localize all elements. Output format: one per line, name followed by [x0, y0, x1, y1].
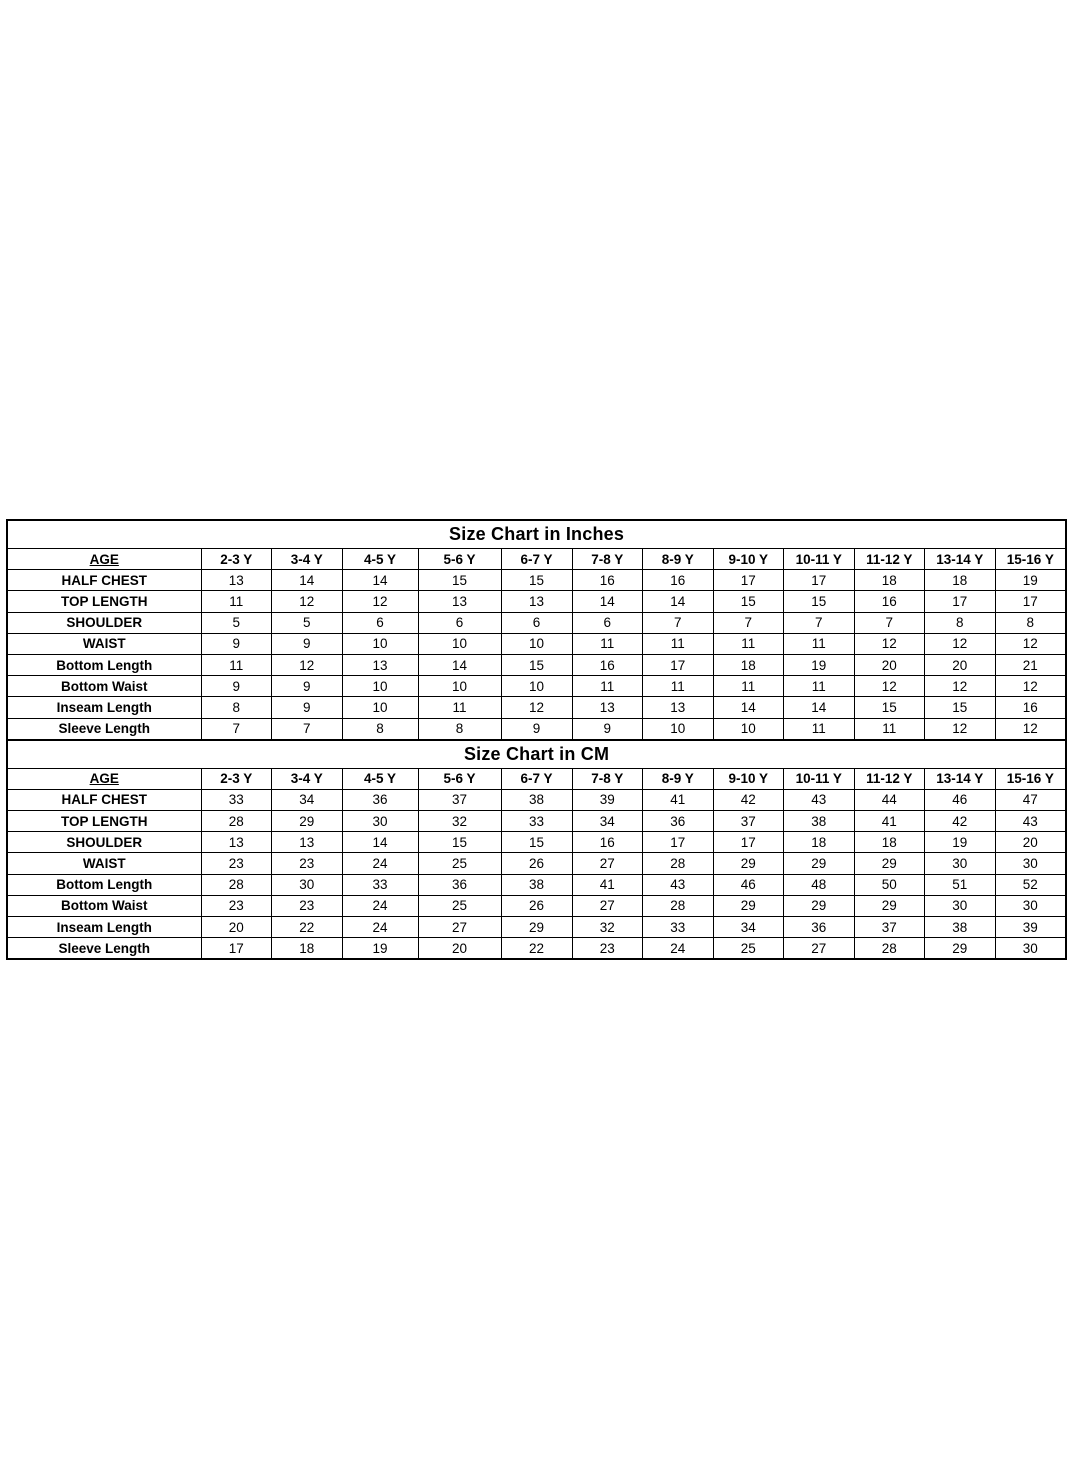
measurement-value: 17 — [925, 591, 996, 612]
measurement-value: 17 — [713, 832, 784, 853]
measurement-value: 13 — [201, 570, 272, 591]
table-row — [7, 633, 1066, 654]
measurement-value: 6 — [342, 612, 418, 633]
measurement-value: 33 — [501, 811, 572, 832]
measurement-value: 12 — [925, 718, 996, 740]
measurement-label: Bottom Length — [7, 654, 201, 675]
measurement-value: 30 — [925, 895, 996, 916]
measurement-value: 12 — [995, 676, 1066, 697]
age-column-header: 6-7 Y — [501, 768, 572, 789]
measurement-value: 52 — [995, 874, 1066, 895]
measurement-value: 30 — [995, 895, 1066, 916]
measurement-value: 18 — [925, 570, 996, 591]
measurement-value: 27 — [784, 938, 855, 960]
measurement-value: 11 — [201, 654, 272, 675]
measurement-value: 12 — [925, 633, 996, 654]
measurement-value: 32 — [572, 917, 643, 938]
measurement-value: 37 — [854, 917, 925, 938]
age-column-header: 8-9 Y — [643, 549, 714, 570]
measurement-value: 38 — [501, 874, 572, 895]
measurement-value: 7 — [201, 718, 272, 740]
measurement-value: 11 — [713, 633, 784, 654]
measurement-value: 11 — [854, 718, 925, 740]
size-chart-cm-header-row — [7, 768, 1066, 789]
measurement-value: 14 — [643, 591, 714, 612]
age-column-header: 5-6 Y — [418, 768, 501, 789]
measurement-label: TOP LENGTH — [7, 591, 201, 612]
measurement-value: 24 — [643, 938, 714, 960]
measurement-value: 34 — [713, 917, 784, 938]
measurement-value: 9 — [201, 633, 272, 654]
measurement-value: 46 — [925, 789, 996, 810]
age-column-header: 10-11 Y — [784, 549, 855, 570]
measurement-value: 27 — [572, 895, 643, 916]
measurement-value: 18 — [784, 832, 855, 853]
measurement-value: 25 — [418, 853, 501, 874]
measurement-value: 11 — [418, 697, 501, 718]
table-row — [7, 917, 1066, 938]
age-column-header: 7-8 Y — [572, 768, 643, 789]
measurement-value: 20 — [854, 654, 925, 675]
measurement-value: 36 — [643, 811, 714, 832]
age-column-header: 3-4 Y — [272, 768, 343, 789]
measurement-value: 18 — [854, 570, 925, 591]
measurement-value: 10 — [342, 633, 418, 654]
age-column-header: 10-11 Y — [784, 768, 855, 789]
measurement-value: 15 — [418, 570, 501, 591]
measurement-value: 34 — [272, 789, 343, 810]
measurement-value: 25 — [713, 938, 784, 960]
measurement-value: 41 — [854, 811, 925, 832]
age-header-cell — [7, 549, 201, 570]
measurement-value: 33 — [342, 874, 418, 895]
age-column-header: 15-16 Y — [995, 768, 1066, 789]
measurement-value: 8 — [925, 612, 996, 633]
table-row — [7, 938, 1066, 960]
measurement-value: 12 — [995, 718, 1066, 740]
measurement-value: 36 — [784, 917, 855, 938]
measurement-value: 43 — [784, 789, 855, 810]
measurement-value: 13 — [342, 654, 418, 675]
measurement-value: 29 — [713, 895, 784, 916]
measurement-value: 20 — [925, 654, 996, 675]
measurement-value: 38 — [784, 811, 855, 832]
measurement-value: 11 — [784, 718, 855, 740]
measurement-value: 16 — [572, 832, 643, 853]
measurement-value: 21 — [995, 654, 1066, 675]
measurement-value: 10 — [342, 697, 418, 718]
age-column-header: 13-14 Y — [925, 549, 996, 570]
measurement-value: 13 — [501, 591, 572, 612]
table-row — [7, 697, 1066, 718]
measurement-value: 18 — [854, 832, 925, 853]
measurement-value: 43 — [995, 811, 1066, 832]
measurement-value: 9 — [272, 697, 343, 718]
measurement-value: 15 — [501, 832, 572, 853]
measurement-value: 23 — [272, 895, 343, 916]
measurement-value: 20 — [201, 917, 272, 938]
measurement-label: WAIST — [7, 633, 201, 654]
measurement-value: 51 — [925, 874, 996, 895]
measurement-value: 7 — [854, 612, 925, 633]
measurement-value: 6 — [572, 612, 643, 633]
measurement-value: 24 — [342, 895, 418, 916]
measurement-value: 33 — [201, 789, 272, 810]
measurement-value: 23 — [272, 853, 343, 874]
measurement-value: 13 — [201, 832, 272, 853]
size-chart-inches-title: Size Chart in Inches — [7, 520, 1066, 549]
measurement-value: 5 — [201, 612, 272, 633]
measurement-value: 24 — [342, 917, 418, 938]
measurement-value: 16 — [643, 570, 714, 591]
measurement-value: 36 — [418, 874, 501, 895]
measurement-value: 9 — [272, 676, 343, 697]
age-column-header: 15-16 Y — [995, 549, 1066, 570]
measurement-value: 5 — [272, 612, 343, 633]
measurement-value: 17 — [713, 570, 784, 591]
measurement-value: 38 — [501, 789, 572, 810]
measurement-value: 9 — [272, 633, 343, 654]
table-row — [7, 853, 1066, 874]
size-chart-inches-title-row — [7, 520, 1066, 549]
measurement-value: 12 — [342, 591, 418, 612]
measurement-value: 9 — [201, 676, 272, 697]
age-column-header: 6-7 Y — [501, 549, 572, 570]
measurement-value: 37 — [713, 811, 784, 832]
measurement-value: 41 — [572, 874, 643, 895]
measurement-value: 25 — [418, 895, 501, 916]
measurement-label: Inseam Length — [7, 697, 201, 718]
measurement-value: 29 — [784, 895, 855, 916]
age-header-label: AGE — [89, 771, 119, 787]
measurement-value: 12 — [995, 633, 1066, 654]
measurement-value: 15 — [784, 591, 855, 612]
measurement-value: 11 — [784, 676, 855, 697]
age-column-header: 13-14 Y — [925, 768, 996, 789]
measurement-value: 6 — [418, 612, 501, 633]
measurement-value: 39 — [995, 917, 1066, 938]
measurement-value: 6 — [501, 612, 572, 633]
measurement-value: 17 — [643, 654, 714, 675]
measurement-value: 19 — [995, 570, 1066, 591]
age-header-label: AGE — [89, 551, 119, 567]
measurement-value: 30 — [995, 853, 1066, 874]
measurement-value: 11 — [572, 633, 643, 654]
measurement-value: 29 — [713, 853, 784, 874]
measurement-value: 22 — [272, 917, 343, 938]
age-column-header: 2-3 Y — [201, 768, 272, 789]
measurement-value: 19 — [925, 832, 996, 853]
measurement-value: 14 — [713, 697, 784, 718]
table-row — [7, 832, 1066, 853]
measurement-value: 10 — [501, 633, 572, 654]
measurement-value: 7 — [713, 612, 784, 633]
measurement-value: 12 — [501, 697, 572, 718]
measurement-value: 27 — [572, 853, 643, 874]
age-column-header: 5-6 Y — [418, 549, 501, 570]
measurement-value: 29 — [784, 853, 855, 874]
measurement-value: 9 — [501, 718, 572, 740]
measurement-label: TOP LENGTH — [7, 811, 201, 832]
table-row — [7, 895, 1066, 916]
measurement-label: SHOULDER — [7, 612, 201, 633]
measurement-label: Sleeve Length — [7, 718, 201, 740]
measurement-value: 14 — [418, 654, 501, 675]
measurement-value: 42 — [925, 811, 996, 832]
age-column-header: 11-12 Y — [854, 768, 925, 789]
measurement-value: 8 — [995, 612, 1066, 633]
measurement-value: 30 — [272, 874, 343, 895]
measurement-value: 14 — [342, 570, 418, 591]
measurement-value: 28 — [643, 853, 714, 874]
measurement-value: 29 — [501, 917, 572, 938]
measurement-value: 13 — [572, 697, 643, 718]
measurement-value: 34 — [572, 811, 643, 832]
measurement-value: 14 — [342, 832, 418, 853]
measurement-value: 16 — [995, 697, 1066, 718]
table-row — [7, 811, 1066, 832]
measurement-value: 15 — [501, 654, 572, 675]
measurement-value: 11 — [713, 676, 784, 697]
age-column-header: 11-12 Y — [854, 549, 925, 570]
measurement-value: 24 — [342, 853, 418, 874]
measurement-value: 29 — [925, 938, 996, 960]
measurement-value: 50 — [854, 874, 925, 895]
measurement-value: 11 — [643, 676, 714, 697]
measurement-value: 29 — [854, 895, 925, 916]
measurement-value: 23 — [572, 938, 643, 960]
age-column-header: 8-9 Y — [643, 768, 714, 789]
measurement-value: 36 — [342, 789, 418, 810]
measurement-value: 30 — [342, 811, 418, 832]
measurement-label: Bottom Waist — [7, 895, 201, 916]
measurement-value: 27 — [418, 917, 501, 938]
measurement-value: 8 — [201, 697, 272, 718]
measurement-value: 12 — [925, 676, 996, 697]
size-chart-table — [6, 519, 1067, 960]
measurement-value: 15 — [713, 591, 784, 612]
measurement-value: 10 — [418, 633, 501, 654]
measurement-value: 43 — [643, 874, 714, 895]
measurement-value: 23 — [201, 853, 272, 874]
measurement-value: 30 — [995, 938, 1066, 960]
measurement-value: 26 — [501, 895, 572, 916]
measurement-label: Bottom Length — [7, 874, 201, 895]
measurement-value: 12 — [854, 676, 925, 697]
table-row — [7, 591, 1066, 612]
measurement-value: 18 — [272, 938, 343, 960]
measurement-value: 33 — [643, 917, 714, 938]
measurement-value: 8 — [418, 718, 501, 740]
measurement-value: 18 — [713, 654, 784, 675]
age-column-header: 3-4 Y — [272, 549, 343, 570]
measurement-value: 10 — [501, 676, 572, 697]
age-column-header: 2-3 Y — [201, 549, 272, 570]
measurement-value: 7 — [272, 718, 343, 740]
measurement-value: 38 — [925, 917, 996, 938]
measurement-value: 11 — [643, 633, 714, 654]
age-column-header: 4-5 Y — [342, 768, 418, 789]
measurement-value: 19 — [342, 938, 418, 960]
table-row — [7, 676, 1066, 697]
measurement-value: 41 — [643, 789, 714, 810]
age-header-cell — [7, 768, 201, 789]
measurement-value: 26 — [501, 853, 572, 874]
measurement-value: 13 — [418, 591, 501, 612]
measurement-value: 14 — [572, 591, 643, 612]
size-chart-inches-header-row — [7, 549, 1066, 570]
measurement-value: 10 — [713, 718, 784, 740]
measurement-value: 11 — [201, 591, 272, 612]
measurement-value: 44 — [854, 789, 925, 810]
measurement-value: 47 — [995, 789, 1066, 810]
measurement-value: 14 — [272, 570, 343, 591]
measurement-value: 7 — [784, 612, 855, 633]
measurement-label: Bottom Waist — [7, 676, 201, 697]
age-column-header: 4-5 Y — [342, 549, 418, 570]
measurement-value: 15 — [925, 697, 996, 718]
measurement-value: 11 — [572, 676, 643, 697]
measurement-value: 11 — [784, 633, 855, 654]
size-chart-cm-title: Size Chart in CM — [7, 740, 1066, 769]
measurement-label: SHOULDER — [7, 832, 201, 853]
age-column-header: 9-10 Y — [713, 768, 784, 789]
measurement-value: 28 — [854, 938, 925, 960]
measurement-value: 16 — [572, 654, 643, 675]
measurement-label: HALF CHEST — [7, 789, 201, 810]
table-row — [7, 874, 1066, 895]
measurement-value: 17 — [995, 591, 1066, 612]
measurement-value: 20 — [418, 938, 501, 960]
measurement-value: 22 — [501, 938, 572, 960]
measurement-value: 39 — [572, 789, 643, 810]
measurement-value: 14 — [784, 697, 855, 718]
measurement-value: 15 — [854, 697, 925, 718]
measurement-value: 29 — [854, 853, 925, 874]
measurement-value: 48 — [784, 874, 855, 895]
measurement-value: 20 — [995, 832, 1066, 853]
measurement-value: 28 — [201, 811, 272, 832]
measurement-value: 13 — [643, 697, 714, 718]
table-row — [7, 570, 1066, 591]
measurement-label: Sleeve Length — [7, 938, 201, 960]
measurement-value: 16 — [854, 591, 925, 612]
measurement-value: 17 — [201, 938, 272, 960]
measurement-label: WAIST — [7, 853, 201, 874]
measurement-label: Inseam Length — [7, 917, 201, 938]
measurement-value: 46 — [713, 874, 784, 895]
age-column-header: 7-8 Y — [572, 549, 643, 570]
measurement-value: 15 — [418, 832, 501, 853]
measurement-value: 15 — [501, 570, 572, 591]
measurement-label: HALF CHEST — [7, 570, 201, 591]
table-row — [7, 612, 1066, 633]
table-row — [7, 654, 1066, 675]
age-column-header: 9-10 Y — [713, 549, 784, 570]
measurement-value: 30 — [925, 853, 996, 874]
measurement-value: 10 — [643, 718, 714, 740]
measurement-value: 9 — [572, 718, 643, 740]
table-row — [7, 718, 1066, 740]
table-row — [7, 789, 1066, 810]
measurement-value: 37 — [418, 789, 501, 810]
measurement-value: 42 — [713, 789, 784, 810]
measurement-value: 12 — [854, 633, 925, 654]
measurement-value: 32 — [418, 811, 501, 832]
measurement-value: 17 — [643, 832, 714, 853]
measurement-value: 10 — [342, 676, 418, 697]
measurement-value: 16 — [572, 570, 643, 591]
measurement-value: 19 — [784, 654, 855, 675]
measurement-value: 28 — [643, 895, 714, 916]
measurement-value: 23 — [201, 895, 272, 916]
measurement-value: 8 — [342, 718, 418, 740]
measurement-value: 10 — [418, 676, 501, 697]
measurement-value: 13 — [272, 832, 343, 853]
measurement-value: 7 — [643, 612, 714, 633]
measurement-value: 29 — [272, 811, 343, 832]
measurement-value: 12 — [272, 654, 343, 675]
measurement-value: 28 — [201, 874, 272, 895]
size-chart-cm-title-row — [7, 740, 1066, 769]
measurement-value: 17 — [784, 570, 855, 591]
measurement-value: 12 — [272, 591, 343, 612]
